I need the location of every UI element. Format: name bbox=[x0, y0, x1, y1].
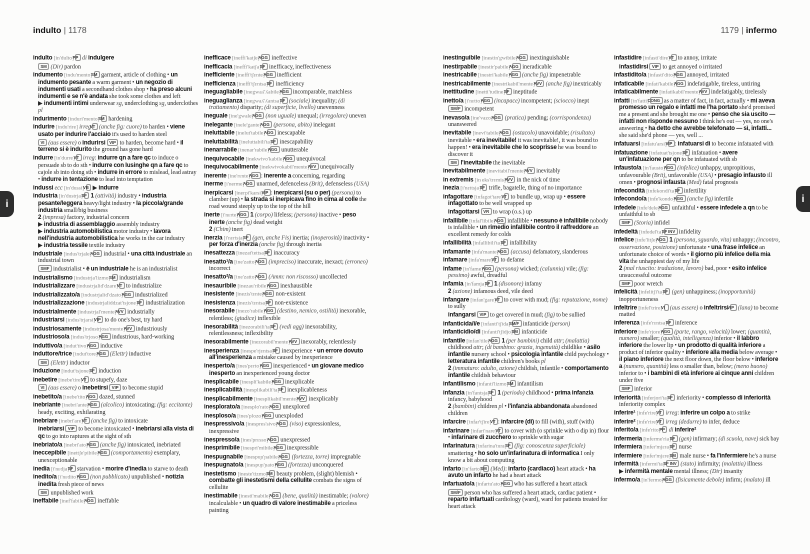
thumb-index-tab-left bbox=[0, 191, 14, 217]
entry-continuation: ▶ infermità mentale mental illness; (Dir) insanity bbox=[619, 468, 743, 475]
dictionary-entry: in extremis [in eks'trɛmis] AVV in the nick of time bbox=[443, 176, 560, 183]
entry-continuation: VI (aus essere) o inebetirsi VIP to become stupid bbox=[33, 384, 199, 393]
dictionary-entry: infaticabilmente [infatikabil'mente] AVV indefatigably, tirelessly bbox=[614, 89, 767, 96]
dictionary-entry: inerpicarsi [inerpi'karsi] VIP : inerpicarsi (su o per) (persona) to clamber (up) • la strada si inerpicava fino in cima al colle the road wound steeply up to the top of the hill bbox=[204, 189, 367, 210]
dictionary-entry: inerme [i'nerme] AGG unarmed, defenceless (Brit), defenseless (USA) bbox=[204, 181, 370, 188]
dictionary-entry: inebriato/a [inebri'ato] AGG (anche fig) intoxicated, inebriated bbox=[33, 441, 181, 448]
entry-continuation: ▶ indumenti intimi underwear sg, underclothing sg, underclothes pl bbox=[38, 100, 198, 114]
thumb-index-tab-right bbox=[796, 186, 810, 212]
dictionary-entry: infatti [in'fatti] CONG as a matter of fact, in fact, actually • mi aveva promesso un regalo e infatti me l'ha portato she'd promised me a present and she brought me one • penso che sia uscito — infatti non risponde nessuno I think he's out — yes, no one's answering • ha detto che avrebbe telefonato — sì, infatti... she said she'd phone — yes, well ... bbox=[614, 97, 776, 139]
dictionary-entry: inestricabile [inestri'kabile] AGG (anche fig) impenetrable bbox=[443, 72, 581, 79]
dictionary-entry: inferire¹ [infe'rire] VT irreg: inferire un colpo a to strike bbox=[614, 410, 751, 417]
entry-continuation: 2 (impresa) factory, industrial concern bbox=[38, 214, 130, 221]
dictionary-entry: inferito/a [infe'rito] PP di inferire² bbox=[614, 427, 697, 434]
dictionary-entry: inestetismo [ineste'tizmo] SM beauty problem, (slight) blemish • combatte gli inestetismi della cellulite combats the signs of cellulite bbox=[204, 470, 362, 491]
dictionary-entry: infamia [in'famja] SF 1 (disonore) infamy bbox=[443, 281, 542, 288]
dictionary-entry: inespugnabile [inespuɲ'ɲabile] AGG (fortezza, torre) impregnable bbox=[204, 453, 361, 460]
dictionary-entry: infastidito/a [infasti'dito] AGG annoyed, irritated bbox=[614, 72, 729, 79]
dictionary-entry: inesorabilità [inezorabili'ta] SF (vedi agg) inexorability, relentlessness; inflexibility bbox=[204, 323, 337, 337]
dictionary-entry: inferire² [infe'rire] VT irreg (dedurre) to infer, deduce bbox=[614, 418, 740, 425]
dictionary-entry: inestricabilmente [inestrikabil'mente] AVV (anche fig) inextricably bbox=[443, 80, 602, 87]
dictionary-entry: infermità [infermi'ta] SF INV (stato) infirmity; (malattia) illness bbox=[614, 461, 763, 468]
dictionary-entry: inferiorità [inferjori'ta] SF inferiority • complesso di inferiorità inferiority complex bbox=[614, 394, 771, 408]
dictionary-entry: infamante [infa'mante] AGG (accusa) defamatory, slanderous bbox=[443, 248, 588, 255]
dictionary-entry: infaticabile [infati'kabile] AGG indefatigable, tireless, untiring bbox=[614, 80, 761, 87]
dictionary-entry: industriale [indus'trjale] AGG industrial • una città industriale an industrial town bbox=[33, 250, 193, 264]
dictionary-entry: induttivo/a [indut'tivo] AGG inductive bbox=[33, 342, 123, 349]
dictionary-entry: inesprimibile [inespri'mibile] AGG inexpressible bbox=[204, 445, 319, 452]
dictionary-entry: industrialismo [industrja'lizmo] SM industrialism bbox=[33, 274, 151, 281]
dictionary-entry: inerente [ine'rɛnte] AGG : inerente a concerning, regarding bbox=[204, 172, 345, 179]
dictionary-entry: ineluttabile [inelut'tabile] AGG inescapable bbox=[204, 130, 306, 137]
dictionary-entry: infallibilità [infallibili'ta] SF infallibility bbox=[443, 240, 537, 247]
dictionary-entry: infartuato/a [infartu'ato] AGG who has suffered a heart attack bbox=[443, 481, 588, 488]
dictionary-entry: inedia [i'nɛdja] SF starvation • morire d'inedia to starve to death bbox=[33, 465, 189, 472]
dictionary-entry: industrializzare [industrjalid'dzare] VT to industrialize bbox=[33, 283, 162, 290]
dictionary-entry: inefficacia [ineffi'katʃa] SF inefficacy, ineffectiveness bbox=[204, 63, 332, 70]
dictionary-column-1 bbox=[33, 54, 199, 506]
dictionary-entry: inesplicabilità [inesplikabili'ta] SF inexplicableness bbox=[204, 387, 327, 394]
dictionary-entry: induzione [indut'tsjone] SF induction bbox=[33, 368, 122, 375]
dictionary-entry: infarto [in'farto] SM (Med): infarto (cardiaco) heart attack • ha avuto un infarto he had a heart attack bbox=[443, 465, 596, 479]
header-separator-left: | bbox=[63, 25, 66, 35]
dictionary-entry: infelice [infe'litʃe] AGG 1 (persona, sguardo, vita) unhappy; (incontro, osservazione, posizione) unfortunate • una frase infelice an unfortunate choice of words • il giorno più infelice della mia vita the unhappiest day of my life bbox=[614, 237, 780, 265]
dictionary-entry: inebetito/a [inebe'tito] AGG dazed, stunned bbox=[33, 393, 135, 400]
dictionary-entry: inferenza [infe'rɛntsa] SF inference bbox=[614, 320, 698, 327]
dictionary-entry: inesatto²/a [ine'zatto] AGG (Amm: non riscosso) uncollected bbox=[204, 274, 348, 281]
dictionary-entry: inetto/a [i'nɛtto] AGG (incapace) incompetent; (sciocco) inept bbox=[443, 97, 589, 104]
dictionary-entry: ineguale [ine'gwale] AGG (non uguale) unequal; (irregolare) uneven bbox=[204, 113, 367, 120]
dictionary-entry: inesatto¹/a [ine'zatto] AGG (impreciso) inaccurate, inexact; (erroneo) incorrect bbox=[204, 258, 368, 272]
dictionary-entry: infarcire [infar'tʃire] VT : infarcire (di) to fill (with), stuff (with) bbox=[443, 419, 594, 426]
dictionary-entry: inebriante [inebri'ante] AGG (alcolico) intoxicating; (fig: eccitante) heady, exciting, exhilarating bbox=[33, 402, 193, 416]
dictionary-entry: infedele [infe'dele] AGG unfaithful • essere infedele a qn to be unfaithful to sb bbox=[614, 204, 768, 218]
dictionary-entry: inesperienza [inespe'rjɛntsa] SF inexperience • un errore dovuto all'inesperienza a mistake caused by inexperience bbox=[204, 347, 364, 361]
dictionary-entry: indurre [in'durre] VT irreg: indurre qn a fare qc to induce o persuade sb to do sth • indurre con lusinghe qn a fare qc to cajole sb into doing sth • indurre in errore to mislead, lead astray • indurre in tentazione to lead into temptation bbox=[33, 155, 197, 183]
dictionary-column-3 bbox=[443, 54, 609, 511]
page-number-left: 1178 bbox=[68, 25, 87, 35]
dictionary-entry: infanzia [in'fantsja] SF 1 (periodo) childhood • prima infanzia infancy, babyhood bbox=[443, 389, 594, 403]
entry-continuation: SMF inferior bbox=[614, 385, 780, 394]
dictionary-entry: infarinare [infari'nare] VT to cover with (o sprinkle with o dip in) flour • infarinare di zucchero to sprinkle with sugar bbox=[443, 427, 610, 441]
thumb-index-letter: i bbox=[5, 198, 9, 210]
entry-continuation: infagottarsi VR to wrap (o.s.) up bbox=[448, 209, 532, 216]
dictionary-entry: inequivocabile [inekwivo'kabile] AGG unequivocal bbox=[204, 155, 326, 162]
dictionary-column-2 bbox=[204, 54, 370, 515]
running-head-right bbox=[721, 25, 777, 35]
dictionary-entry: industrializzazione [industrjaliddzat'tsjone] SF industrialization bbox=[33, 300, 185, 307]
dictionary-entry: inesploso/a [ines'plozo] AGG unexploded bbox=[204, 412, 304, 419]
dictionary-entry: infermeria [inferme'ria] SF (gen) infirmary; (di scuola, nave) sick bay bbox=[614, 435, 780, 442]
dictionary-entry: inferiore [infe'rjore] AGG (parte, rango, velocità) lower; (quantità, numero) smaller; (qualità, intelligenza) inferior • il labbro inferiore the lower lip • un prodotto di qualità inferiore a product of inferior quality • inferiore alla media below average • il piano inferiore the next floor down, the floor below • inferiore a (numero, quantità) less o smaller than, below; (meno buono) inferior to • i bambini di età inferiore ai cinque anni children under five bbox=[614, 328, 779, 384]
dictionary-entry: inespugnato/a [inespuɲ'ɲato] AGG (fortezza) unconquered bbox=[204, 462, 344, 469]
entry-continuation: SM (Elettr) inductor bbox=[33, 359, 199, 368]
entry-continuation: 2 (Chim) inert bbox=[209, 226, 243, 233]
dictionary-entry: inesistenza [inezis'tɛntsa] SF non-existence bbox=[204, 299, 309, 306]
dictionary-entry: inevaso/a [ine'vazo] AGG (pratica) pending; (corrispondenza) unanswered bbox=[443, 114, 591, 128]
entry-continuation: infangarsi VIP to get covered in mud; (fig) to be sullied bbox=[448, 312, 586, 319]
dictionary-entry: inenarrabile [inenar'rabile] AGG unutterable bbox=[204, 147, 309, 154]
dictionary-entry: inestinguibile [inestin'gwibile] AGG inextinguishable bbox=[443, 55, 570, 62]
dictionary-entry: inesplorato/a [inesplo'rato] AGG unexplored bbox=[204, 404, 310, 411]
entry-continuation: 2 (mal riuscito: traduzione, lavoro) bad, poor • esito infelice unsuccessful outcome bbox=[619, 265, 767, 279]
dictionary-entry: infermiere [infer'mjɛre] SM male nurse • fa l'infermiere he's a nurse bbox=[614, 452, 777, 459]
dictionary-entry: infangare [infan'gare] VT to cover with mud; (fig: reputazione, nome) to sully bbox=[443, 296, 608, 310]
dictionary-entry: inefficace [ineffi'katʃe] AGG ineffective bbox=[204, 55, 298, 62]
dictionary-entry: infausto/a [in'fausto] AGG (infelice) unhappy, unpropitious, unfavourable (Brit), unfavorable (USA) • presagio infausto ill omen • prognosi infausta (Med) fatal prognosis bbox=[614, 165, 773, 186]
entry-continuation: SMF industrialist • è un industriale he is an industrialist bbox=[33, 265, 199, 274]
dictionary-entry: inebetire [inebe'tire] VT to stupefy, daze bbox=[33, 376, 128, 383]
dictionary-entry: inespressivo/a [inespres'sivo] AGG (viso) expressionless, inexpressive bbox=[204, 421, 341, 435]
dictionary-entry: infame [in'fame] AGG (persona) wicked; (calunnia) vile; (fig: pessimo) awful, dreadful bbox=[443, 265, 589, 279]
entry-continuation: SMF poor wretch bbox=[614, 280, 780, 289]
entry-continuation: 2 (immaturo: adulto, azione) childish, infantile • comportamento infantile childish behaviour bbox=[448, 366, 609, 379]
dictionary-entry: infecondo/a [infe'kondo] AGG (anche fig) infertile bbox=[614, 196, 734, 203]
dictionary-entry: inefficiente [ineffi'tʃɛnte] AGG inefficient bbox=[204, 72, 302, 79]
dictionary-entry: inesauribile [inezau'ribile] AGG inexhaustible bbox=[204, 282, 313, 289]
dictionary-entry: inesattezza [inezat'tettsa] SF inaccuracy bbox=[204, 250, 300, 257]
dictionary-entry: inefficienza [ineffi'tʃɛntsa] SF inefficiency bbox=[204, 80, 305, 87]
dictionary-entry: infecondità [infekondi'ta] SF infertility bbox=[614, 187, 707, 194]
dictionary-entry: infermiera [infer'mjɛra] SF nurse bbox=[614, 444, 692, 451]
dictionary-entry: infermo/a [in'fermo] AGG (fisicamente debole) infirm; (malato) ill bbox=[614, 476, 771, 483]
dictionary-entry: infatuarsi [infatu'arsi] VIP : infatuarsi di to become infatuated with bbox=[614, 141, 774, 148]
dictionary-column-4 bbox=[614, 54, 780, 484]
entry-continuation: SM/F person who has suffered a heart attack, cardiac patient • reparto infartuati cardiology (ward), ward for patients treated for heart attack bbox=[448, 489, 608, 510]
entry-continuation: ▶ industria di assemblaggio assembly industry bbox=[38, 221, 160, 228]
dictionary-entry: inezia [i'nɛttsja] SF trifle, bagatelle, thing of no importance bbox=[443, 185, 582, 192]
dictionary-entry: infastidire [infasti'dire] VT to annoy, irritate bbox=[614, 55, 717, 62]
entry-continuation: SM/F incompetent bbox=[443, 105, 609, 114]
dictionary-entry: infallibile [infal'libile] AGG infallible • nessuno è infallibile nobody is infallible • un rimedio infallibile contro il raffreddore an excellent remedy for colds bbox=[443, 217, 608, 238]
dictionary-entry: indussi ecc [in'dussi] VB ▶ indurre bbox=[33, 184, 119, 191]
dictionary-entry: inebriare [inebri'are] VT (anche fig) to intoxicate bbox=[33, 417, 148, 424]
dictionary-entry: ineffabile [inef'fabile] AGG ineffable bbox=[33, 498, 119, 505]
dictionary-entry: infelicità [infelitʃi'ta] SF (gen) unhappiness; (inopportunità) inopportuneness bbox=[614, 289, 756, 303]
dictionary-entry: inesorabilmente [inezorabil'mente] AVV inexorably, relentlessly bbox=[204, 339, 357, 346]
dictionary-entry: infamare [infa'mare] VT to defame bbox=[443, 257, 525, 264]
dictionary-entry: industriarsi [indus'trjarsi] VIP to do one's best, try hard bbox=[33, 317, 163, 324]
entry-continuation: inebriarsi VIP to become intoxicated • inebriarsi alla vista di qc to go into raptures at the sight of sth bbox=[38, 426, 194, 440]
dictionary-entry: inesistente [inezis'tɛnte] AGG non-existent bbox=[204, 291, 306, 298]
entry-continuation: infastidirsi VIP to get annoyed o irritated bbox=[619, 63, 723, 70]
dictionary-entry: infeltrire [infel'trire] VI (aus essere) o infeltrirsi VIP (lana) to become matted bbox=[614, 304, 779, 318]
dictionary-entry: infanticida/i/e [infanti'tʃida] SM/F infanticide (person) bbox=[443, 320, 571, 327]
dictionary-entry: ineluttabilità [ineluttabili'ta] SF inescapability bbox=[204, 138, 313, 145]
entry-continuation: SM unpublished work bbox=[33, 489, 199, 498]
dictionary-entry: infatuazione [infatuat'tsjone] SF infatuation • avere un'infatuazione per qn to be infatuated with sb bbox=[614, 149, 738, 163]
dictionary-entry: indumento [indu'mento] SM garment, article of clothing • un indumento pesante a warm garment • un negozio di indumenti usati a secondhand clothes shop • ha preso alcuni indumenti e se n'è andata she took some clothes and left bbox=[33, 72, 192, 100]
dictionary-entry: industrioso/a [indus'trjoso] AGG industrious, hard-working bbox=[33, 334, 175, 341]
header-separator-right: | bbox=[741, 25, 744, 35]
dictionary-entry: inerzia [i'nɛrtsja] SF (gen, anche Fis) inertia; (inoperosità) inactivity • per forza d'inerzia (anche fig) through inertia bbox=[204, 234, 370, 248]
entry-continuation: 2 (bambini) children pl • l'infanzia abbandonata abandoned children bbox=[448, 404, 598, 417]
thumb-index-letter: i bbox=[801, 193, 805, 205]
entry-continuation: ▶ industria tessile textile industry bbox=[38, 242, 125, 249]
dictionary-entry: infagottare [infagot'tare] VT to bundle up, wrap up • essere infagottato to be well wrapped up bbox=[443, 193, 586, 207]
dictionary-entry: inerte [i'nɛrte] AGG 1 (corpo) lifeless; (persona) inactive • peso inerte (anche fig) dead weight bbox=[204, 212, 357, 226]
dictionary-entry: infantile [infan'tile] AGG 1 (per bambini) child attr; (malattia) childhood attr; (di bambino: grazia, ingenuità) childlike • asilo infantile nursery school • psicologia infantile child psychology • letteratura infantile children's books pl bbox=[443, 337, 609, 365]
dictionary-entry: inequivocabilmente [inekwivokabil'mente] AVV unequivocally bbox=[204, 164, 355, 171]
dictionary-entry: inettitudine [inetti'tudine] SF ineptitude bbox=[443, 89, 538, 96]
dictionary-entry: infarinatura [infarina'tura] SF (fig: conoscenza superficiale) smattering • ho solo un'infarinatura di informatica I only know a bit about computing bbox=[443, 443, 595, 464]
entry-continuation: ▶ industria automobilistica motor industry • lavora nell'industria automobilistica he works in the car industry bbox=[38, 228, 185, 242]
dictionary-entry: ineguaglianza [inegwaʎ'ʎantsa] SF (sociale) inequality; (di trattamento) disparity; (di superficie, livello) unevenness bbox=[204, 97, 345, 111]
dictionary-entry: inespresso/a [ines'prɛsso] AGG unexpressed bbox=[204, 436, 311, 443]
dictionary-entry: inesperto/a [ines'pɛrto] AGG inexperienced • un giovane medico inesperto an inexperienced young doctor bbox=[204, 363, 364, 377]
dictionary-entry: inestimabile [inesti'mabile] AGG (bene, qualità) inestimable; (valore) incalculable • un quadro di valore inestimabile a priceless painting bbox=[204, 493, 369, 514]
dictionary-entry: ineccepibile [inettʃe'pibile] AGG (comportamento) exemplary, unexceptionable bbox=[33, 450, 181, 464]
dictionary-entry: inevitabile [inevi'tabile] AGG (ostacolo) unavoidable; (risultato) inevitable • era inevitabile! it was inevitable!, it was bound to happen! • era inevitabile che lo scoprisse he was bound to discover it bbox=[443, 130, 598, 158]
entry-continuation: VI (aus essere) o indurirsi VIP to harden, become hard • il terreno si è indurito the ground has gone hard bbox=[38, 139, 184, 153]
dictionary-entry: inesplicabile [inespli'kabile] AGG inexplicable bbox=[204, 378, 315, 385]
page-number-right: 1179 bbox=[720, 25, 739, 35]
entry-continuation: SM l'inevitabile the inevitable bbox=[443, 159, 609, 168]
dictionary-entry: indulto [in'dulto] PP di indulgere bbox=[33, 55, 115, 62]
dictionary-entry: inedito/a [i'nɛdito] AGG (non pubblicato) unpublished • notizia inedita fresh piece of news bbox=[33, 474, 184, 488]
dictionary-entry: ineguagliabile [inegwaʎ'ʎabile] AGG incomparable, matchless bbox=[204, 89, 352, 96]
dictionary-entry: inelegante [inele'gante] AGG (persona, abito) inelegant bbox=[204, 121, 336, 128]
dictionary-entry: indurimento [induri'mento] SM hardening bbox=[33, 115, 133, 122]
dictionary-entry: inesorabile [inezo'rabile] AGG (destino, nemico, ostilità) inexorable, relentless; (giudice) inflexible bbox=[204, 308, 367, 322]
running-head-left bbox=[33, 25, 87, 35]
dictionary-entry: infantilismo [infanti'lizmo] SM infantilism bbox=[443, 381, 544, 388]
dictionary-entry: industrialmente [industrjal'mente] AVV industrially bbox=[33, 308, 155, 315]
entry-continuation: SMF (Storia) infidel bbox=[614, 219, 780, 228]
entry-continuation: SM (Dir) pardon bbox=[33, 63, 199, 72]
guide-word-left: indulto bbox=[33, 25, 62, 35]
dictionary-entry: industriosamente [industrjosa'mente] AVV industriously bbox=[33, 325, 168, 332]
dictionary-entry: industria [in'dustrja] SF 1 (attività) industry • industria pesante/leggera heavy/light industry • la piccola/grande industria small/big business bbox=[33, 193, 184, 214]
dictionary-entry: infanticidio/di [infanti'tʃidjo] SM infanticide bbox=[443, 329, 548, 336]
dictionary-entry: infedeltà [infedel'ta] SF INV infidelity bbox=[614, 228, 701, 235]
dictionary-entry: indurire [indu'rire] irreg VT (anche fig: cuore) to harden • viene usato per indurire l'acciaio it's used to harden steel bbox=[33, 124, 185, 138]
dictionary-entry: inestirpabile [inestir'pabile] AGG ineradicable bbox=[443, 63, 552, 70]
guide-word-right: infermo bbox=[745, 25, 777, 35]
dictionary-entry: industrializzato/a [industrjalid'dzato] AGG industrialized bbox=[33, 291, 168, 298]
dictionary-entry: inevitabilmente [inevitabil'mente] AVV inevitably bbox=[443, 168, 561, 175]
dictionary-entry: inesplicabilmente [inesplikabil'mente] AVV inexplicably bbox=[204, 395, 339, 402]
entry-continuation: 2 (azione) infamous deed, vile deed bbox=[448, 288, 533, 295]
dictionary-entry: induttore/trice [indut'tore] AGG (Elettr) inductive bbox=[33, 351, 152, 358]
